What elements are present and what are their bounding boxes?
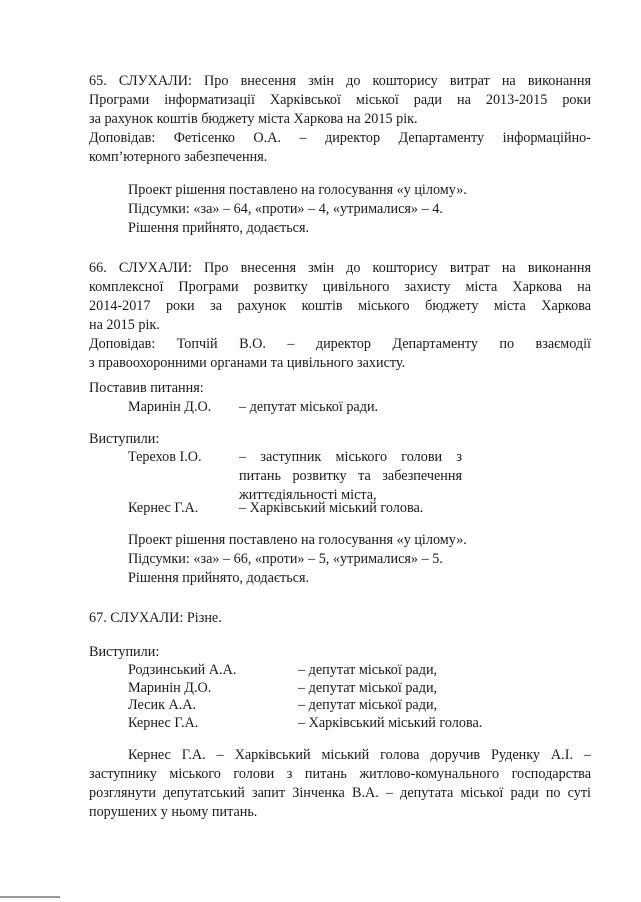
item-67-instruction — [89, 746, 591, 822]
instruction-line: порушених у ньому питань. — [89, 804, 258, 820]
speaker-role-line: життєдіяльності міста, — [239, 487, 377, 503]
speaker-name: Лесик А.А. — [128, 697, 197, 713]
item-65 — [89, 72, 591, 167]
decision-line: Підсумки: «за» – 64, «проти» – 4, «утрималися» – 4. — [128, 201, 443, 217]
speaker-role-line: питань розвитку та забезпечення — [239, 468, 462, 484]
speaker-role: – Харківський міський голова. — [298, 715, 483, 731]
instruction-line: розглянути депутатський запит Зінченка В.А. – депутата міської ради по суті — [89, 785, 591, 801]
item-66-line: 2014-2017 роки за рахунок коштів міського бюджету міста Харкова — [89, 298, 591, 314]
item-67-heading: 67. СЛУХАЛИ: Різне. — [89, 610, 222, 626]
decision-line: Рішення прийнято, додається. — [128, 570, 310, 586]
speaker-name: Кернес Г.А. — [128, 500, 199, 516]
decision-line: Проект рішення поставлено на голосування «у цілому». — [128, 182, 467, 198]
item-65-line: 65. СЛУХАЛИ: Про внесення змін до кошторису витрат на виконання — [89, 73, 591, 89]
instruction-line: заступнику міського голови з питань житлово-комунального господарства — [89, 766, 591, 782]
speaker-role: – депутат міської ради, — [298, 662, 438, 678]
raised-label: Поставив питання: — [89, 380, 204, 396]
speaker-role-line: – заступник міського голови з — [239, 449, 462, 465]
item-65-decision — [128, 181, 591, 238]
raised-role: – депутат міської ради. — [239, 399, 379, 415]
scan-edge-mark — [0, 896, 60, 898]
speaker-name: Родзинський А.А. — [128, 662, 237, 678]
item-66-decision — [128, 531, 591, 588]
speaker-role: – депутат міської ради, — [298, 680, 438, 696]
item-66-line: комплексної Програми розвитку цивільного захисту міста Харкова на — [89, 279, 591, 295]
speakers-label: Виступили: — [89, 644, 160, 660]
item-65-line: Програми інформатизації Харківської міської ради на 2013-2015 роки — [89, 92, 591, 108]
item-65-line: комп’ютерного забезпечення. — [89, 149, 268, 165]
speaker-role: – Харківський міський голова. — [239, 500, 424, 516]
item-66-line: Доповідав: Топчій В.О. – директор Департаменту по взаємодії — [89, 336, 591, 352]
speaker-role — [239, 448, 462, 505]
item-66-line: на 2015 рік. — [89, 317, 160, 333]
decision-line: Проект рішення поставлено на голосування «у цілому». — [128, 532, 467, 548]
decision-line: Рішення прийнято, додається. — [128, 220, 310, 236]
decision-line: Підсумки: «за» – 66, «проти» – 5, «утрималися» – 5. — [128, 551, 443, 567]
speakers-label: Виступили: — [89, 431, 160, 447]
item-66 — [89, 259, 591, 373]
raised-name: Маринін Д.О. — [128, 399, 212, 415]
speaker-role: – депутат міської ради, — [298, 697, 438, 713]
item-66-line: 66. СЛУХАЛИ: Про внесення змін до кошторису витрат на виконання — [89, 260, 591, 276]
item-66-line: з правоохоронними органами та цивільного захисту. — [89, 355, 406, 371]
instruction-line: Кернес Г.А. – Харківський міський голова доручив Руденку А.І. – — [128, 747, 591, 763]
speaker-name: Терехов І.О. — [128, 449, 202, 465]
item-65-line: за рахунок коштів бюджету міста Харкова на 2015 рік. — [89, 111, 418, 127]
item-65-line: Доповідав: Фетісенко О.А. – директор Департаменту інформаційно- — [89, 130, 591, 146]
speaker-name: Маринін Д.О. — [128, 680, 212, 696]
speaker-name: Кернес Г.А. — [128, 715, 199, 731]
